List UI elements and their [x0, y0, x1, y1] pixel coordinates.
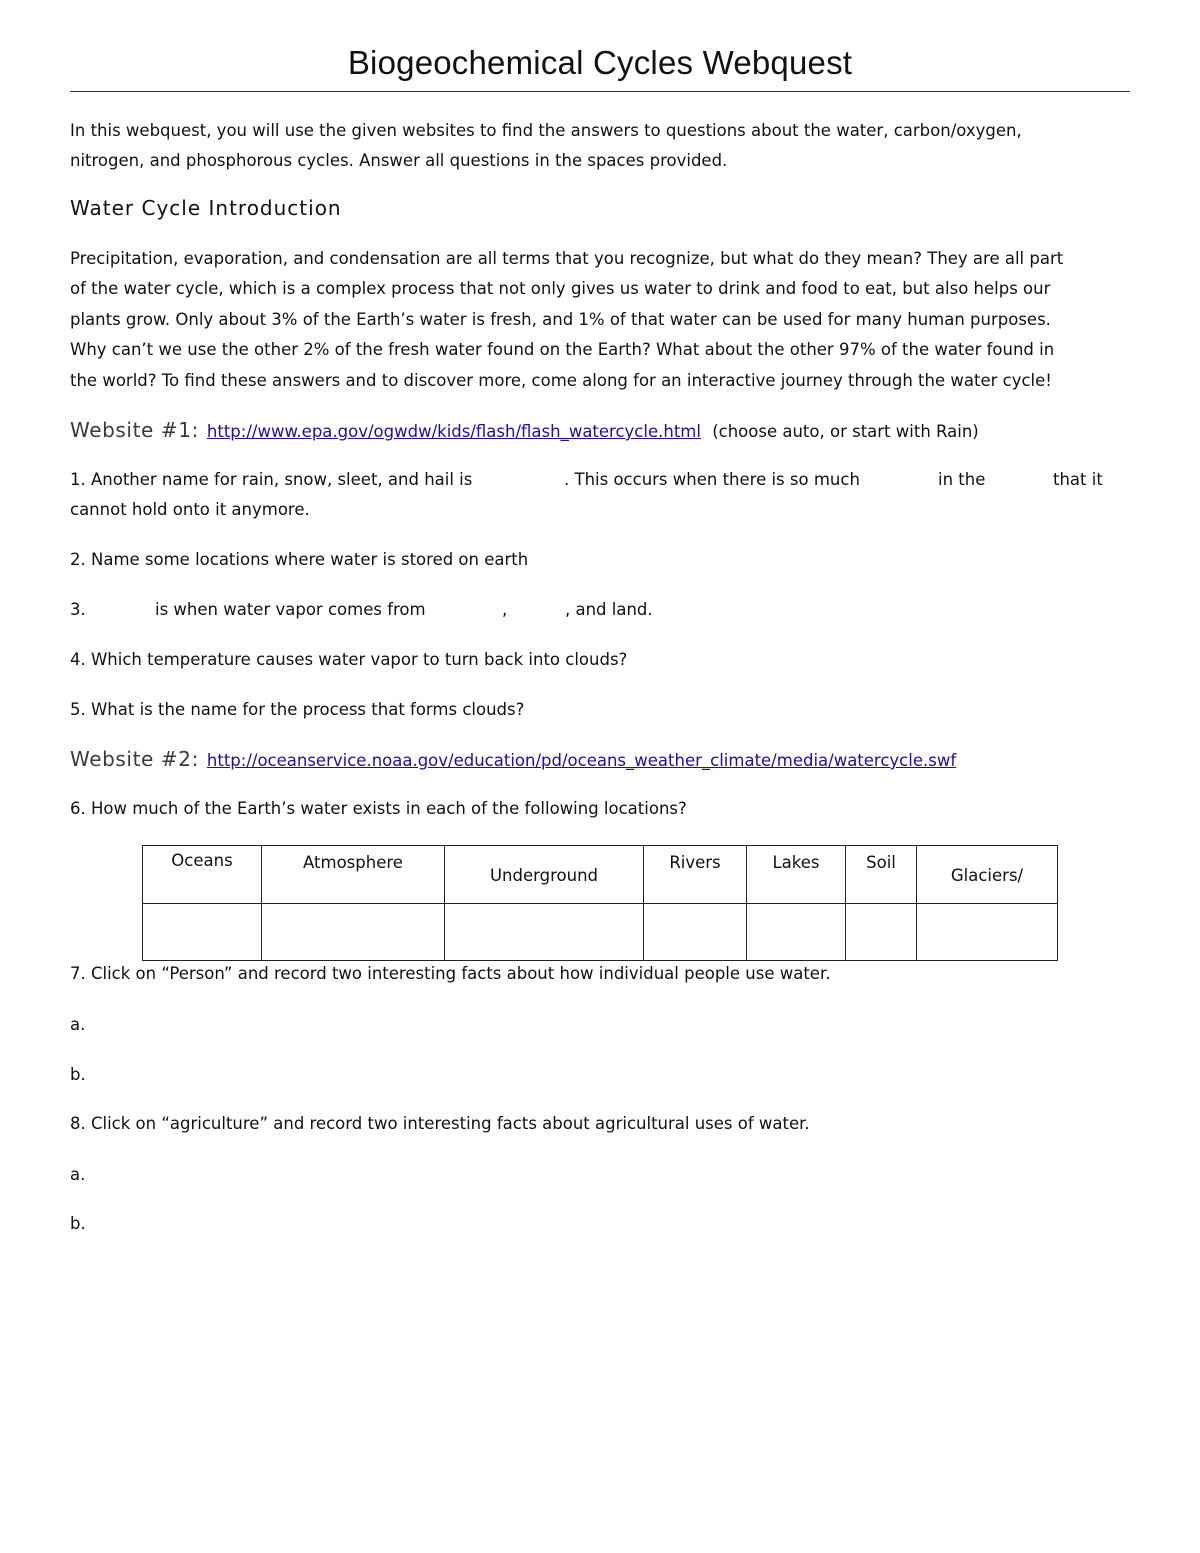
answer-cell-rivers[interactable]: [644, 904, 747, 961]
water-intro-line-2: of the water cycle, which is a complex process that not only gives us water to drink and food to eat, but also helps our: [70, 279, 1051, 299]
q3-number: 3.: [70, 600, 86, 619]
table-header-row: [143, 846, 1058, 904]
table-header-cell: [445, 846, 644, 904]
water-intro-paragraph: [70, 244, 1130, 396]
water-intro-line-1: Precipitation, evaporation, and condensation are all terms that you recognize, but what do they mean? They are all part: [70, 249, 1064, 268]
q1-part-4: that it: [1053, 470, 1103, 489]
water-intro-line-4: Why can’t we use the other 2% of the fresh water found on the Earth? What about the other 97% of the water found in: [70, 340, 1055, 360]
website-1-link[interactable]: http://www.epa.gov/ogwdw/kids/flash/flash_watercycle.html: [206, 422, 701, 441]
table-header-cell: [262, 846, 445, 904]
answer-cell-underground[interactable]: [445, 904, 644, 961]
table-header-cell: [846, 846, 917, 904]
q4-text: 4. Which temperature causes water vapor to turn back into clouds?: [70, 650, 628, 669]
website-1-heading: [70, 418, 979, 442]
header-atmosphere: Atmosphere: [303, 853, 403, 872]
table-answer-row: [143, 904, 1058, 961]
website-1-label: Website #1:: [70, 418, 199, 442]
title-divider: [70, 91, 1130, 92]
section-heading: Water Cycle Introduction: [70, 196, 342, 220]
intro-line-2: nitrogen, and phosphorous cycles. Answer all questions in the spaces provided.: [70, 151, 728, 171]
website-2-heading: [70, 747, 956, 771]
q1-part-1: 1. Another name for rain, snow, sleet, and hail is: [70, 470, 473, 489]
q8-answer-a: a.: [70, 1165, 86, 1184]
intro-paragraph: [70, 116, 1130, 177]
answer-cell-atmosphere[interactable]: [262, 904, 445, 961]
q7-text: 7. Click on “Person” and record two interesting facts about how individual people use water.: [70, 964, 831, 983]
table-header-cell: [747, 846, 846, 904]
q5-text: 5. What is the name for the process that forms clouds?: [70, 700, 525, 719]
q6-text: 6. How much of the Earth’s water exists in each of the following locations?: [70, 799, 687, 818]
q7-answer-a: a.: [70, 1015, 86, 1034]
website-1-note: (choose auto, or start with Rain): [712, 422, 979, 441]
q3-part-2: , and land.: [565, 600, 653, 619]
answer-cell-soil[interactable]: [846, 904, 917, 961]
q7-answer-b: b.: [70, 1065, 86, 1084]
water-intro-line-5: the world? To find these answers and to discover more, come along for an interactive journey through the water cycle!: [70, 370, 1052, 390]
q1-line-2: cannot hold onto it anymore.: [70, 500, 310, 519]
website-2-link[interactable]: http://oceanservice.noaa.gov/education/pd/oceans_weather_climate/media/watercycle.swf: [206, 751, 957, 770]
q1-part-3: in the: [938, 470, 986, 489]
q3-part-1: is when water vapor comes from: [155, 600, 426, 619]
header-lakes: Lakes: [772, 853, 820, 872]
header-underground: Underground: [489, 866, 599, 885]
water-intro-line-3: plants grow. Only about 3% of the Earth’s water is fresh, and 1% of that water can be used for many human purposes.: [70, 309, 1051, 329]
table-header-cell: [917, 846, 1058, 904]
table-header-cell: [644, 846, 747, 904]
header-glaciers: Glaciers/: [950, 866, 1024, 885]
water-locations-table: [142, 845, 1058, 961]
table-header-cell: [143, 846, 262, 904]
header-rivers: Rivers: [669, 853, 721, 872]
q1-part-2: . This occurs when there is so much: [564, 470, 860, 489]
website-2-label: Website #2:: [70, 747, 199, 771]
header-soil: Soil: [866, 853, 896, 872]
answer-cell-lakes[interactable]: [747, 904, 846, 961]
answer-cell-glaciers[interactable]: [917, 904, 1058, 961]
intro-line-1: In this webquest, you will use the given websites to find the answers to questions about the water, carbon/oxygen,: [70, 121, 1022, 140]
answer-cell-oceans[interactable]: [143, 904, 262, 961]
q2-text: 2. Name some locations where water is stored on earth: [70, 550, 529, 569]
page-title: Biogeochemical Cycles Webquest: [347, 44, 853, 81]
header-oceans: Oceans: [171, 851, 233, 870]
q8-answer-b: b.: [70, 1214, 86, 1233]
q3-comma: ,: [502, 600, 508, 619]
q8-text: 8. Click on “agriculture” and record two interesting facts about agricultural uses of water.: [70, 1114, 810, 1133]
